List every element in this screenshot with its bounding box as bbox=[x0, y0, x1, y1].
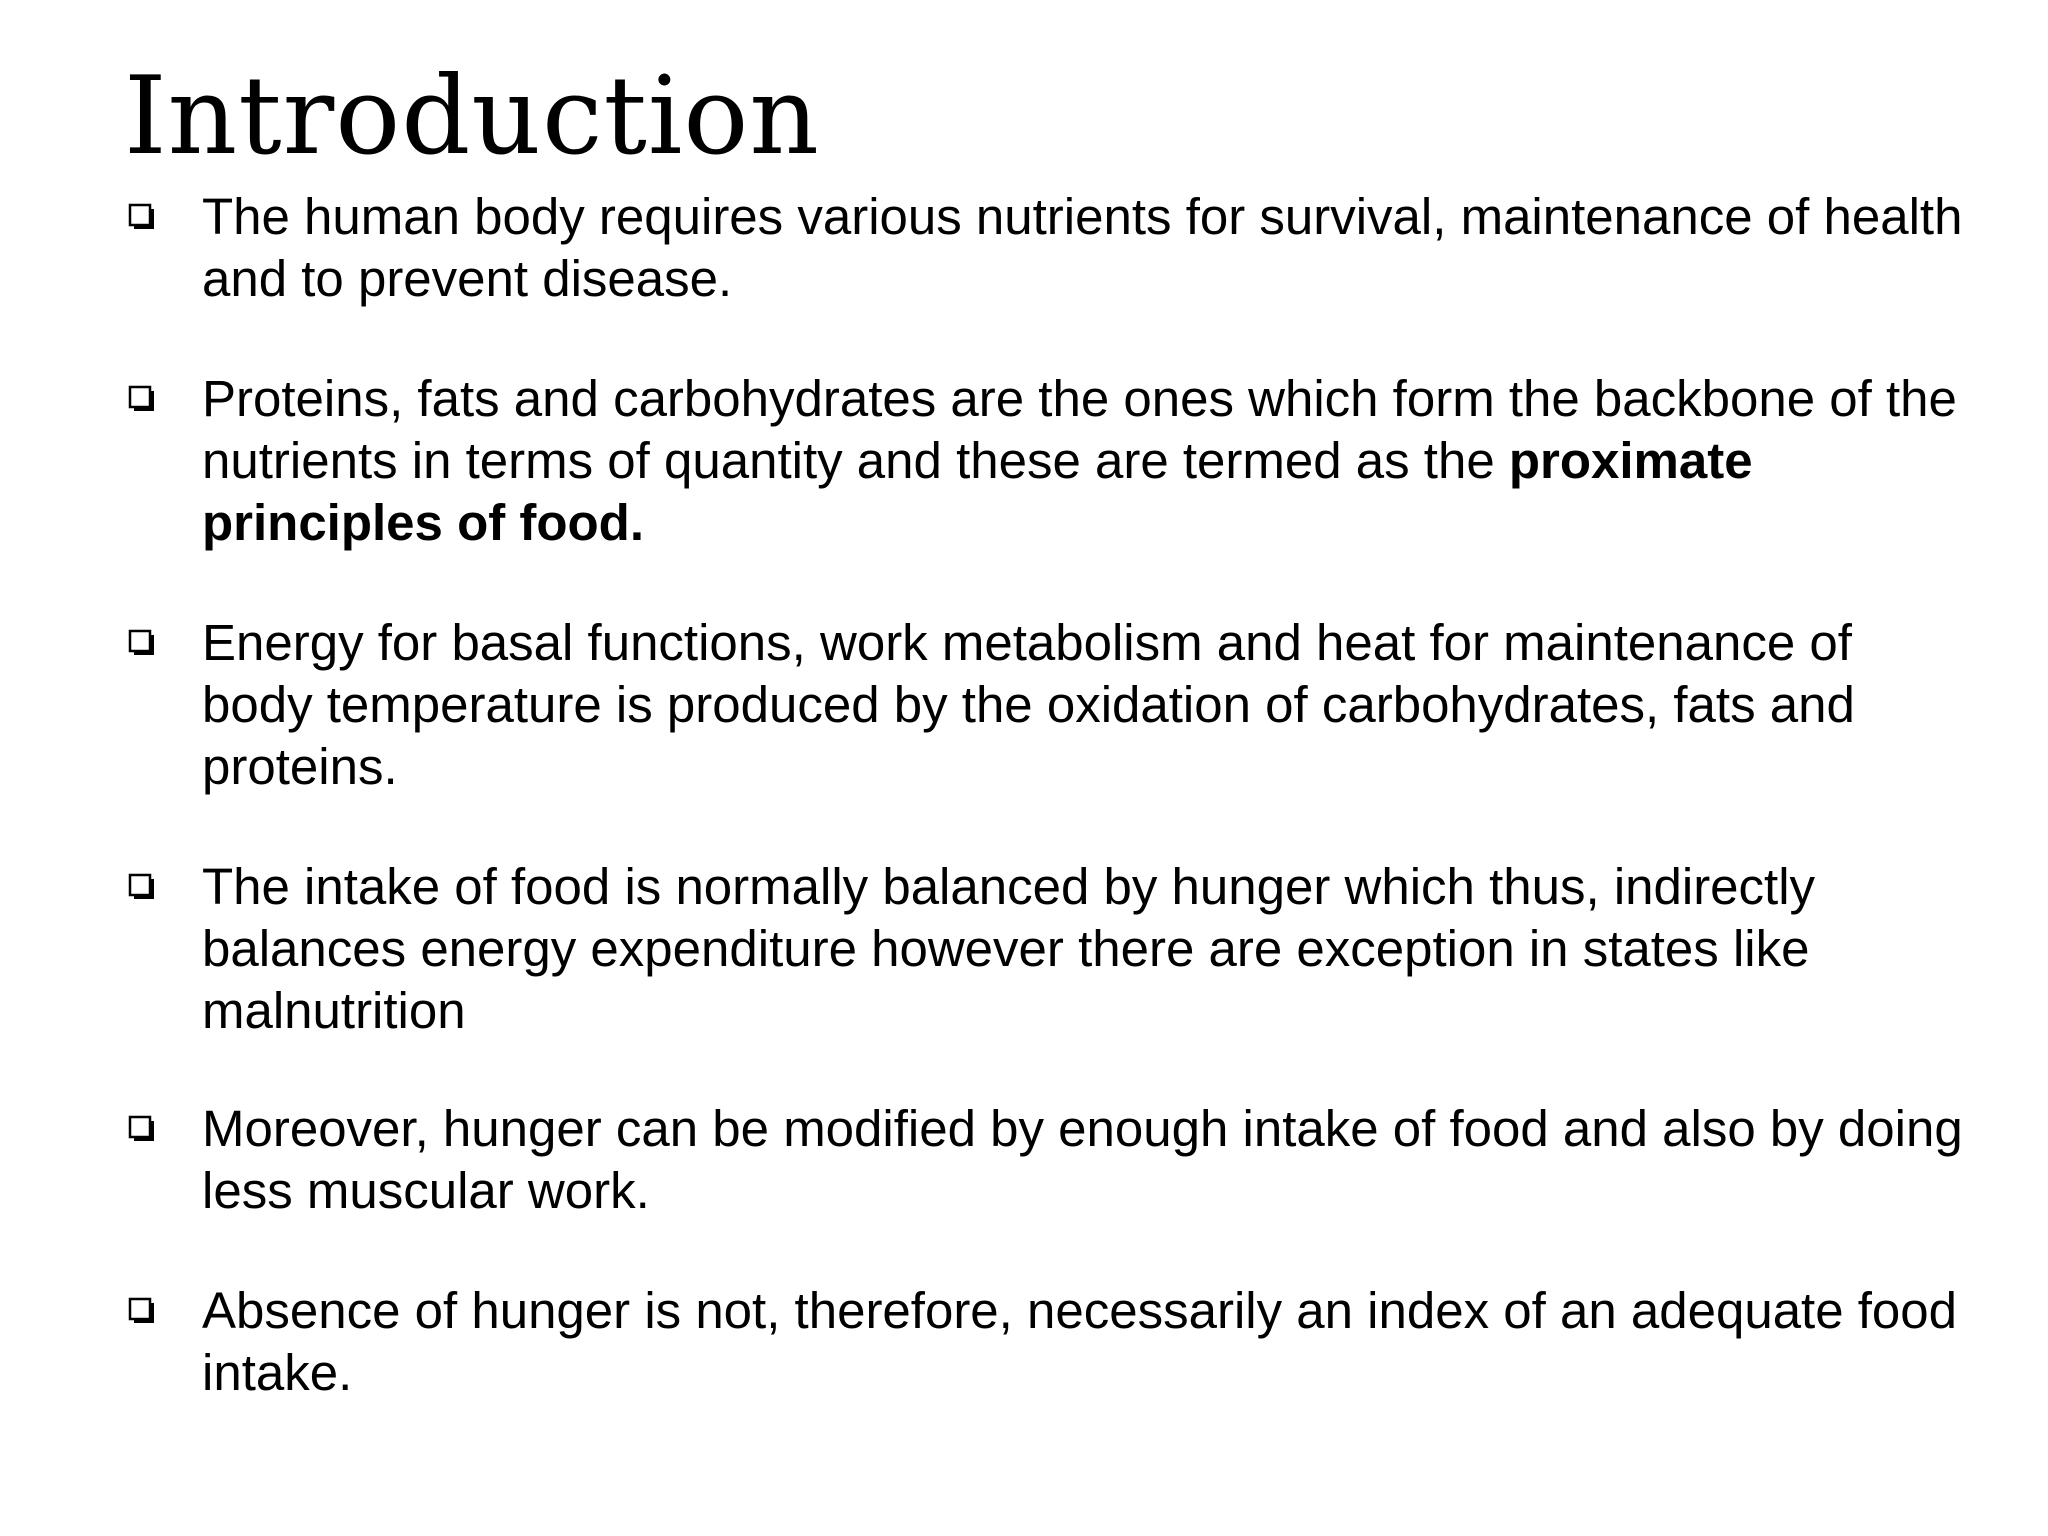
checkbox-bullet-icon bbox=[128, 629, 156, 657]
bullet-text: Absence of hunger is not, therefore, necessarily an index of an adequate food intake. bbox=[202, 1282, 1958, 1401]
bullet-text: Moreover, hunger can be modified by enough intake of food and also by doing less muscular work. bbox=[202, 1100, 1963, 1219]
bullet-item bbox=[124, 612, 1964, 798]
bullet-item bbox=[124, 186, 1964, 310]
bullet-text: The intake of food is normally balanced by hunger which thus, indirectly balances energy expenditure however there are exception in states like malnutrition bbox=[202, 858, 1816, 1039]
bullet-item bbox=[124, 856, 1964, 1042]
bullet-text: The human body requires various nutrients for survival, maintenance of health and to prevent disease. bbox=[202, 188, 1963, 307]
bullet-list bbox=[124, 186, 1964, 1404]
checkbox-bullet-icon bbox=[128, 203, 156, 231]
bullet-text: Proteins, fats and carbohydrates are the ones which form the backbone of the nutrients in terms of quantity and these are termed as the bbox=[202, 370, 1957, 489]
bullet-bold-text: proximate principles of food. bbox=[202, 432, 1753, 551]
checkbox-bullet-icon bbox=[128, 385, 156, 413]
checkbox-bullet-icon bbox=[128, 873, 156, 901]
bullet-item bbox=[124, 1098, 1964, 1222]
slide-title: Introduction bbox=[124, 54, 820, 179]
bullet-text: Energy for basal functions, work metabolism and heat for maintenance of body temperature is produced by the oxidation of carbohydrates, fats and proteins. bbox=[202, 614, 1855, 795]
bullet-item bbox=[124, 368, 1964, 554]
bullet-item bbox=[124, 1280, 1964, 1404]
checkbox-bullet-icon bbox=[128, 1297, 156, 1325]
checkbox-bullet-icon bbox=[128, 1115, 156, 1143]
